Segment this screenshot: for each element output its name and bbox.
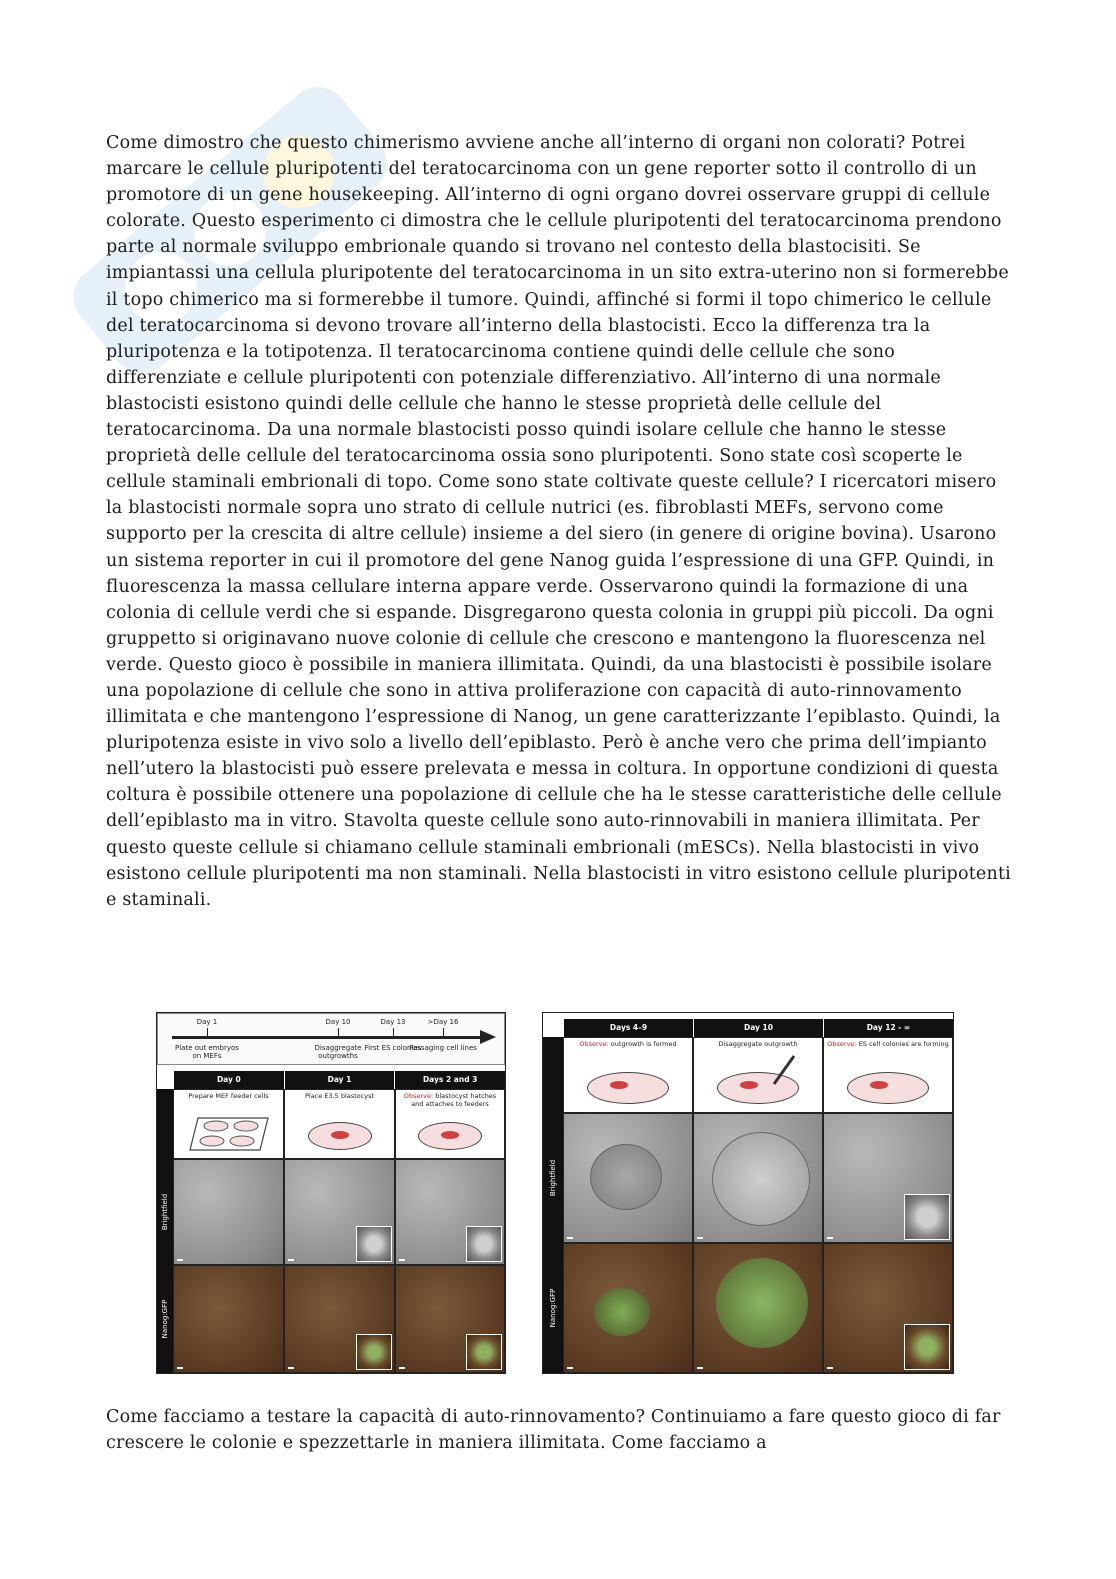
schematic-panel: Observe: blastocyst hatches and attaches to feeders — [395, 1089, 505, 1159]
body-paragraph-2: Come facciamo a testare la capacità di auto-rinnovamento? Continuiamo a fare questo gioco di far crescere le colonie e spezzettarle in maniera illimitata. Come facciamo a — [106, 1407, 1001, 1454]
gfp-fluorescence-image — [173, 1265, 284, 1373]
timeline-step: Day 1 Plate out embryos on MEFs — [175, 1018, 239, 1060]
brightfield-image — [395, 1159, 505, 1265]
brightfield-image — [173, 1159, 284, 1265]
brightfield-image — [284, 1159, 395, 1265]
column-header: Day 1 — [284, 1071, 395, 1089]
body-paragraph-1: Come dimostro che questo chimerismo avviene anche all’interno di organi non colorati? Potrei marcare le cellule pluripotenti del teratocarcinoma con un gene reporter sotto il controllo di un promotore di un gene housekeeping. All’interno di ogni organo dovrei osservare gruppi di cellule colorate. Questo esperimento ci dimostra che le cellule pluripotenti del teratocarcinoma prendono parte al normale sviluppo embrionale quando si trovano nel contesto della blastocisiti. Se impiantassi una cellula pluripotente del teratocarcinoma in un sito extra-uterino non si formerebbe il topo chimerico ma si formerebbe il tumore. Quindi, affinché si formi il topo chimerico le cellule del teratocarcinoma si devono trovare all’interno della blastocisti. Ecco la differenza tra la pluripotenza e la totipotenza. Il teratocarcinoma contiene quindi delle cellule che sono differenziate e cellule pluripotenti con potenziale differenziativo. All’interno di una normale blastocisti esistono quindi delle cellule che hanno le stesse proprietà delle cellule del teratocarcinoma. Da una normale blastocisti posso quindi isolare cellule che hanno le stesse proprietà delle cellule del teratocarcinoma ossia sono pluripotenti. Sono state così scoperte le cellule staminali embrionali di topo. Come sono state coltivate queste cellule? I ricercatori misero la blastocisti normale sopra uno strato di cellule nutrici (es. fibroblasti MEFs, servono come supporto per la crescita di altre cellule) insieme a del siero (in genere di origine bovina). Usarono un sistema reporter in cui il promotore del gene Nanog guida l’espressione di una GFP. Quindi, in fluorescenza la massa cellulare interna appare verde. Osservarono quindi la formazione di una colonia di cellule verdi che si espande. Disgregarono questa colonia in gruppi più piccoli. Da ogni gruppetto si originavano nuove colonie di cellule che crescono e mantengono la fluorescenza nel verde. Questo gioco è possibile in maniera illimitata. Quindi, da una blastocisti è possibile isolare una popolazione di cellule che sono in attiva proliferazione con capacità di auto-rinnovamento illimitata e che mantengono l’espressione di Nanog, un gene caratterizzante l’epiblasto. Quindi, la pluripotenza esiste in vivo solo a livello dell’epiblasto. Però è anche vero che prima dell’impianto nell’utero la blastocisti può essere prelevata e messa in coltura. In opportune condizioni di questa coltura è possibile ottenere una popolazione di cellule che ha le stesse caratteristiche delle cellule dell’epiblasto ma in vitro. Stavolta queste cellule sono auto-rinnovabili in maniera illimitata. Per questo queste cellule si chiamano cellule staminali embrionali (mESCs). Nella blastocisti in vivo esistono cellule pluripotenti ma non staminali. Nella blastocisti in vitro esistono cellule pluripotenti e staminali. — [106, 133, 1011, 910]
figure-timeline — [157, 1013, 505, 1065]
schematic-panel: Disaggregate outgrowth — [693, 1037, 823, 1113]
row-label-schematic — [543, 1037, 563, 1113]
brightfield-image — [823, 1113, 953, 1243]
column-header: Day 12 - ∞ — [823, 1019, 953, 1037]
inset-image — [356, 1226, 392, 1262]
gfp-fluorescence-image — [693, 1243, 823, 1373]
inset-image — [466, 1334, 502, 1370]
inset-image — [904, 1324, 950, 1370]
schematic-panel: Prepare MEF feeder cells — [173, 1089, 284, 1159]
timeline-step: Day 13 First ES colonies — [364, 1018, 422, 1052]
inset-image — [356, 1334, 392, 1370]
culture-dish-icon — [847, 1072, 929, 1104]
timeline-arrow-icon — [480, 1030, 496, 1044]
schematic-panel: Observe: ES cell colonies are forming — [823, 1037, 953, 1113]
column-header: Day 0 — [173, 1071, 284, 1089]
row-label-gfp: Nanog:GFP — [157, 1265, 173, 1373]
row-label-brightfield: Brightfield — [157, 1159, 173, 1265]
gfp-fluorescence-image — [563, 1243, 693, 1373]
schematic-panel: Place E3.5 blastocyst — [284, 1089, 395, 1159]
culture-dish-icon — [308, 1122, 372, 1150]
brightfield-image — [693, 1113, 823, 1243]
row-label-gfp: Nanog:GFP — [543, 1243, 563, 1373]
figure-esc-derivation-part1 — [156, 1012, 506, 1374]
schematic-panel: Observe: outgrowth is formed — [563, 1037, 693, 1113]
column-header: Days 4–9 — [563, 1019, 693, 1037]
column-header: Days 2 and 3 — [394, 1071, 505, 1089]
inset-image — [466, 1226, 502, 1262]
figure-column-headers — [173, 1071, 505, 1089]
gfp-fluorescence-image — [395, 1265, 505, 1373]
culture-dish-icon — [418, 1122, 482, 1150]
timeline-step: Day 10 Disaggregate outgrowths — [314, 1018, 362, 1060]
culture-dish-icon — [587, 1072, 669, 1104]
inset-image — [904, 1194, 950, 1240]
brightfield-image — [563, 1113, 693, 1243]
gfp-fluorescence-image — [284, 1265, 395, 1373]
multiwell-plate-icon — [188, 1110, 272, 1154]
figure-esc-derivation-part2 — [542, 1012, 954, 1374]
row-label-brightfield: Brightfield — [543, 1113, 563, 1243]
row-label-schematic — [157, 1089, 173, 1159]
timeline-step: >Day 16 Passaging cell lines — [409, 1018, 477, 1052]
gfp-fluorescence-image — [823, 1243, 953, 1373]
figure-column-headers — [563, 1019, 953, 1037]
column-header: Day 10 — [693, 1019, 823, 1037]
pipette-icon — [768, 1054, 798, 1088]
